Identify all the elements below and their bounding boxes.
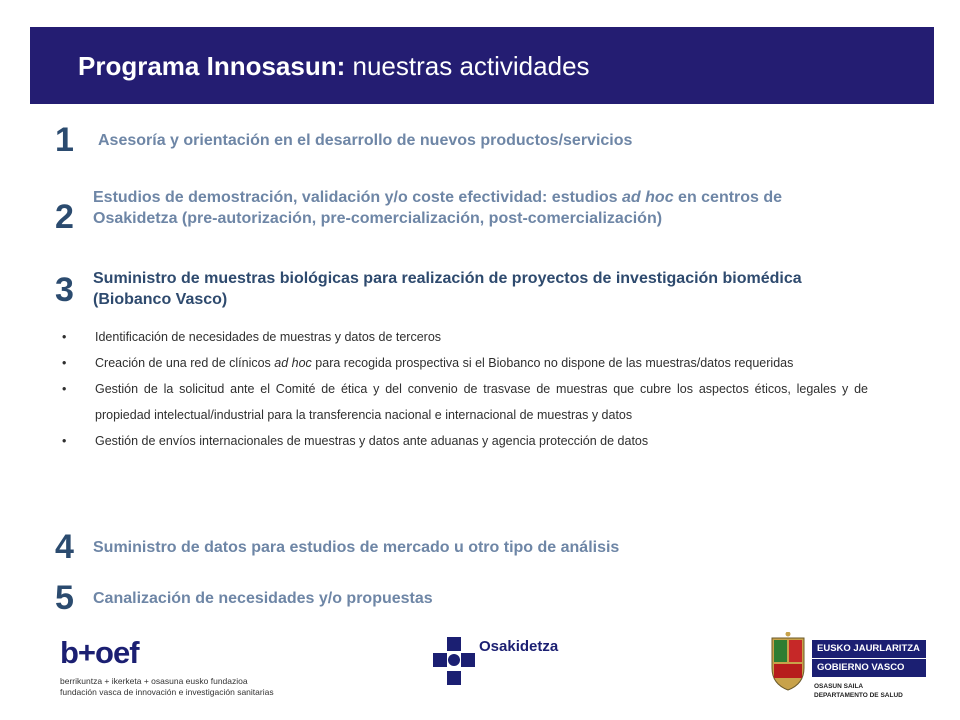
- activity-text-2-part1: Estudios de demostración, validación y/o coste efectividad: estudios: [93, 189, 623, 206]
- activity-number-3: 3: [55, 271, 74, 309]
- bullet-text-3: Gestión de la solicitud ante el Comité de ética y del convenio de trasvase de muestras que cubre los aspectos éticos, legales y de propiedad intelectual/industrial para la transferencia nacional e internacional de muestras y datos: [95, 382, 868, 422]
- page-title-rest: nuestras actividades: [345, 51, 590, 81]
- bioef-wordmark: b+oef: [60, 635, 139, 670]
- page-title-bold: Programa Innosasun:: [78, 51, 346, 81]
- osakidetza-emblem-icon: [433, 633, 475, 689]
- biobank-bullet-list: [62, 324, 868, 454]
- coat-of-arms-icon: [768, 632, 808, 692]
- gv-name-spanish: GOBIERNO VASCO: [812, 659, 926, 677]
- bullet-text-2b: para recogida prospectiva si el Biobanco no dispone de las muestras/datos requeridas: [311, 356, 794, 370]
- bioef-tagline-1: berrikuntza + ikerketa + osasuna eusko fundazioa: [60, 676, 248, 686]
- bullet-item: [62, 350, 868, 376]
- activity-text-3: Suministro de muestras biológicas para realización de proyectos de investigación biomédica (Biobanco Vasco): [93, 270, 802, 308]
- activity-text-2-italic: ad hoc: [622, 189, 674, 206]
- bioef-tagline-2: fundación vasca de innovación e investigación sanitarias: [60, 687, 274, 697]
- activity-text-4: Suministro de datos para estudios de mercado u otro tipo de análisis: [93, 539, 620, 556]
- activity-text-2: [93, 187, 823, 229]
- activity-number-5: 5: [55, 579, 74, 617]
- bioef-tagline: [60, 676, 274, 698]
- bullet-text-1: Identificación de necesidades de muestras y datos de terceros: [95, 330, 442, 344]
- activity-number-4: 4: [55, 528, 74, 566]
- bullet-item: [62, 324, 868, 350]
- gobierno-vasco-logo: [768, 630, 928, 705]
- activity-text-2-part2: en centros de Osakidetza (pre-autorización, pre-comercialización, post-comercialización): [93, 189, 783, 227]
- osakidetza-logo: [433, 633, 583, 693]
- activity-number-2: 2: [55, 198, 74, 236]
- bullet-text-2-italic: ad hoc: [274, 356, 312, 370]
- bullet-item: [62, 428, 868, 454]
- activity-text-5: Canalización de necesidades y/o propuestas: [93, 590, 433, 607]
- page-title: [78, 48, 590, 84]
- gv-name-basque: EUSKO JAURLARITZA: [812, 640, 926, 658]
- activity-number-1: 1: [55, 121, 74, 159]
- bullet-item: [62, 376, 868, 428]
- bullet-text-4: Gestión de envíos internacionales de muestras y datos ante aduanas y agencia protección de datos: [95, 434, 649, 448]
- gv-dept-basque: OSASUN SAILA: [814, 683, 864, 690]
- osakidetza-wordmark: Osakidetza: [479, 638, 559, 655]
- gv-dept-spanish: DEPARTAMENTO DE SALUD: [814, 692, 903, 699]
- bioef-logo: [60, 636, 310, 696]
- activity-text-1: Asesoría y orientación en el desarrollo de nuevos productos/servicios: [98, 132, 633, 149]
- bullet-text-2a: Creación de una red de clínicos: [95, 356, 275, 370]
